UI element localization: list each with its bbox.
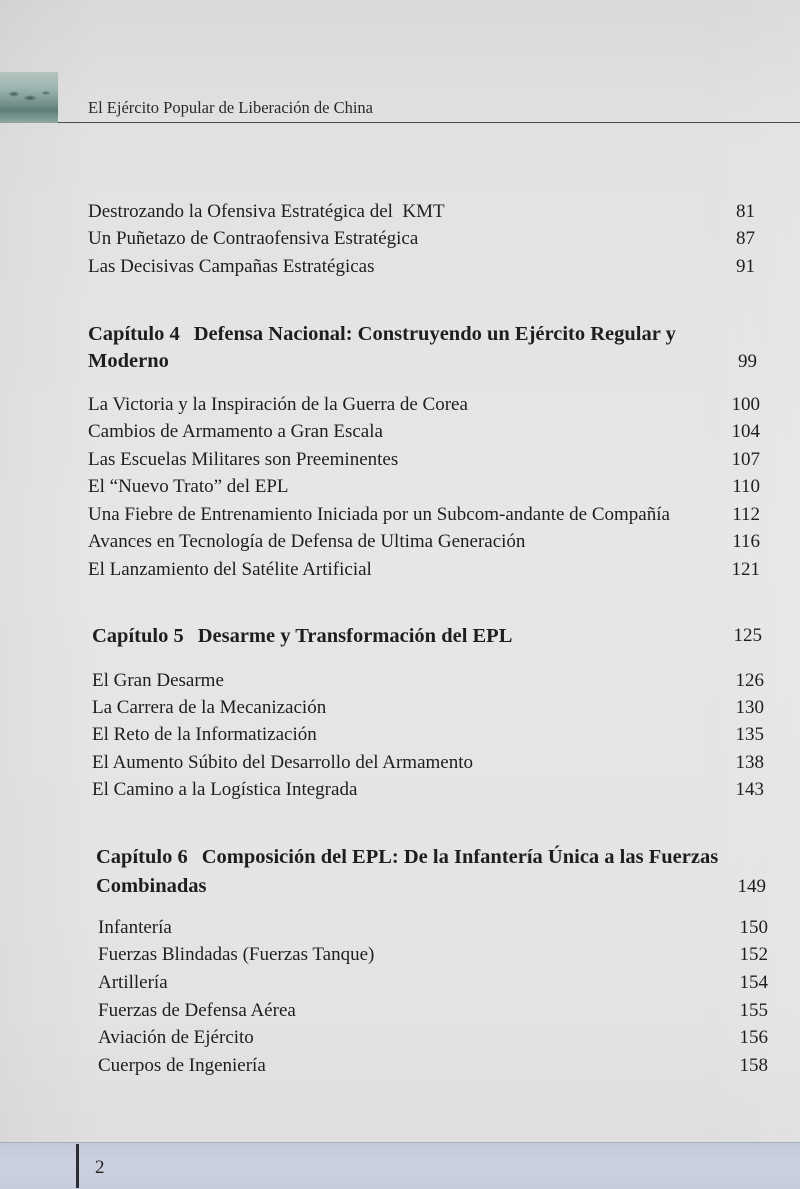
toc-entry-list [98, 914, 768, 1080]
toc-entry [98, 969, 768, 997]
toc-entry-title: Cuerpos de Ingeniería [98, 1054, 266, 1076]
toc-entry-title: Infantería [98, 916, 172, 938]
toc-entry [88, 419, 760, 447]
toc-entry [98, 1024, 768, 1052]
toc-entry-title: La Victoria y la Inspiración de la Guerra de Corea [88, 393, 468, 415]
toc-entry-page: 100 [731, 393, 760, 415]
chapter-heading-line [88, 348, 757, 375]
footer-bar [76, 1144, 79, 1188]
toc-entry-page: 156 [739, 1027, 768, 1049]
toc-entry [88, 474, 760, 502]
toc-entry [88, 226, 755, 254]
header-rule [58, 122, 800, 123]
chapter-page: 99 [738, 350, 757, 372]
toc-entry-title: Las Decisivas Campañas Estratégicas [88, 255, 375, 277]
toc-entry-title: La Carrera de la Mecanización [92, 696, 327, 718]
toc-entry-page: 126 [735, 669, 764, 691]
toc-entry-page: 158 [739, 1054, 768, 1076]
toc-entry [88, 501, 760, 529]
chapter-label: Capítulo 4 [88, 323, 180, 345]
chapter-label: Capítulo 5 [92, 624, 184, 647]
chapter-title: Composición del EPL: De la Infantería Única a las Fuerzas [201, 846, 719, 868]
toc-entry-page: 110 [732, 476, 760, 498]
toc-entry-page: 143 [735, 778, 764, 800]
toc-entry-list [92, 667, 764, 803]
chapter-heading [96, 843, 766, 901]
toc-entry-page: 81 [736, 200, 755, 222]
toc-entry-title: Fuerzas Blindadas (Fuerzas Tanque) [98, 944, 375, 966]
chapter-heading-line [88, 321, 757, 348]
toc-entry-title: El Lanzamiento del Satélite Artificial [88, 558, 372, 580]
toc-entry [88, 198, 755, 226]
toc-entry-title: Aviación de Ejército [98, 1027, 254, 1049]
toc-entry [98, 997, 768, 1025]
toc-entry [98, 1052, 768, 1080]
toc-entry [92, 694, 764, 721]
footer-band [0, 1142, 800, 1189]
toc-entry-page: 138 [735, 751, 764, 773]
chapter-title: Moderno [88, 350, 169, 372]
chapter-title: Defensa Nacional: Construyendo un Ejército Regular y [193, 323, 676, 345]
toc-entry-page: 91 [736, 255, 755, 277]
chapter-page: 125 [733, 625, 762, 646]
toc-entry-title: Las Escuelas Militares son Preeminentes [88, 448, 399, 470]
toc-entry-page: 87 [736, 228, 755, 250]
toc-entry-title: Destrozando la Ofensiva Estratégica del KMT [88, 200, 445, 222]
toc-entry-title: Avances en Tecnología de Defensa de Ultima Generación [88, 531, 526, 553]
chapter-label: Capítulo 6 [96, 846, 188, 868]
toc-entry-page: 155 [739, 999, 768, 1021]
chapter-heading-line [96, 872, 766, 901]
header-photo [0, 72, 58, 123]
toc-entry-title: El Reto de la Informatización [92, 724, 317, 746]
toc-entry-title: El “Nuevo Trato” del EPL [88, 476, 289, 498]
toc-entry [92, 722, 764, 749]
toc-entry-page: 104 [731, 421, 760, 443]
chapter-title: Combinadas [96, 875, 207, 897]
toc-entry-title: Artillería [98, 971, 168, 993]
toc-entry-title: El Aumento Súbito del Desarrollo del Armamento [92, 751, 473, 773]
toc-entry-page: 112 [732, 503, 760, 525]
toc-entry [98, 942, 768, 970]
toc-entry-title: Cambios de Armamento a Gran Escala [88, 421, 383, 443]
toc-entry-title: El Camino a la Logística Integrada [92, 778, 358, 800]
chapter-title: Desarme y Transformación del EPL [197, 624, 513, 647]
toc-entry-page: 107 [731, 448, 760, 470]
running-title: El Ejército Popular de Liberación de China [88, 98, 373, 117]
toc-entry [88, 446, 760, 474]
toc-entry-page: 152 [739, 944, 768, 966]
toc-entry-title: Fuerzas de Defensa Aérea [98, 999, 296, 1021]
chapter-heading-line [92, 622, 762, 650]
toc-entry-list [88, 391, 760, 584]
toc-entry-page: 135 [735, 724, 764, 746]
page-number: 2 [95, 1157, 105, 1178]
toc-entry-page: 130 [735, 696, 764, 718]
toc-entry [88, 529, 760, 557]
chapter-heading [92, 622, 762, 650]
toc-entry [98, 914, 768, 942]
toc-entry [92, 667, 764, 694]
chapter-page: 149 [737, 875, 766, 897]
toc-entry-page: 154 [739, 971, 768, 993]
toc-entry-page: 121 [731, 558, 760, 580]
toc-continued-list [88, 198, 755, 281]
toc-entry-page: 150 [739, 916, 768, 938]
chapter-heading [88, 321, 757, 375]
toc-entry-title: Un Puñetazo de Contraofensiva Estratégica [88, 228, 419, 250]
toc-entry-title: El Gran Desarme [92, 669, 224, 691]
toc-entry [88, 391, 760, 419]
toc-entry [92, 749, 764, 776]
toc-entry-page: 116 [732, 531, 760, 553]
toc-entry [88, 253, 755, 281]
chapter-heading-line [96, 843, 766, 872]
toc-entry [88, 556, 760, 584]
toc-entry-title: Una Fiebre de Entrenamiento Iniciada por un Subcom-andante de Compañía [88, 503, 670, 525]
toc-entry [92, 776, 764, 803]
